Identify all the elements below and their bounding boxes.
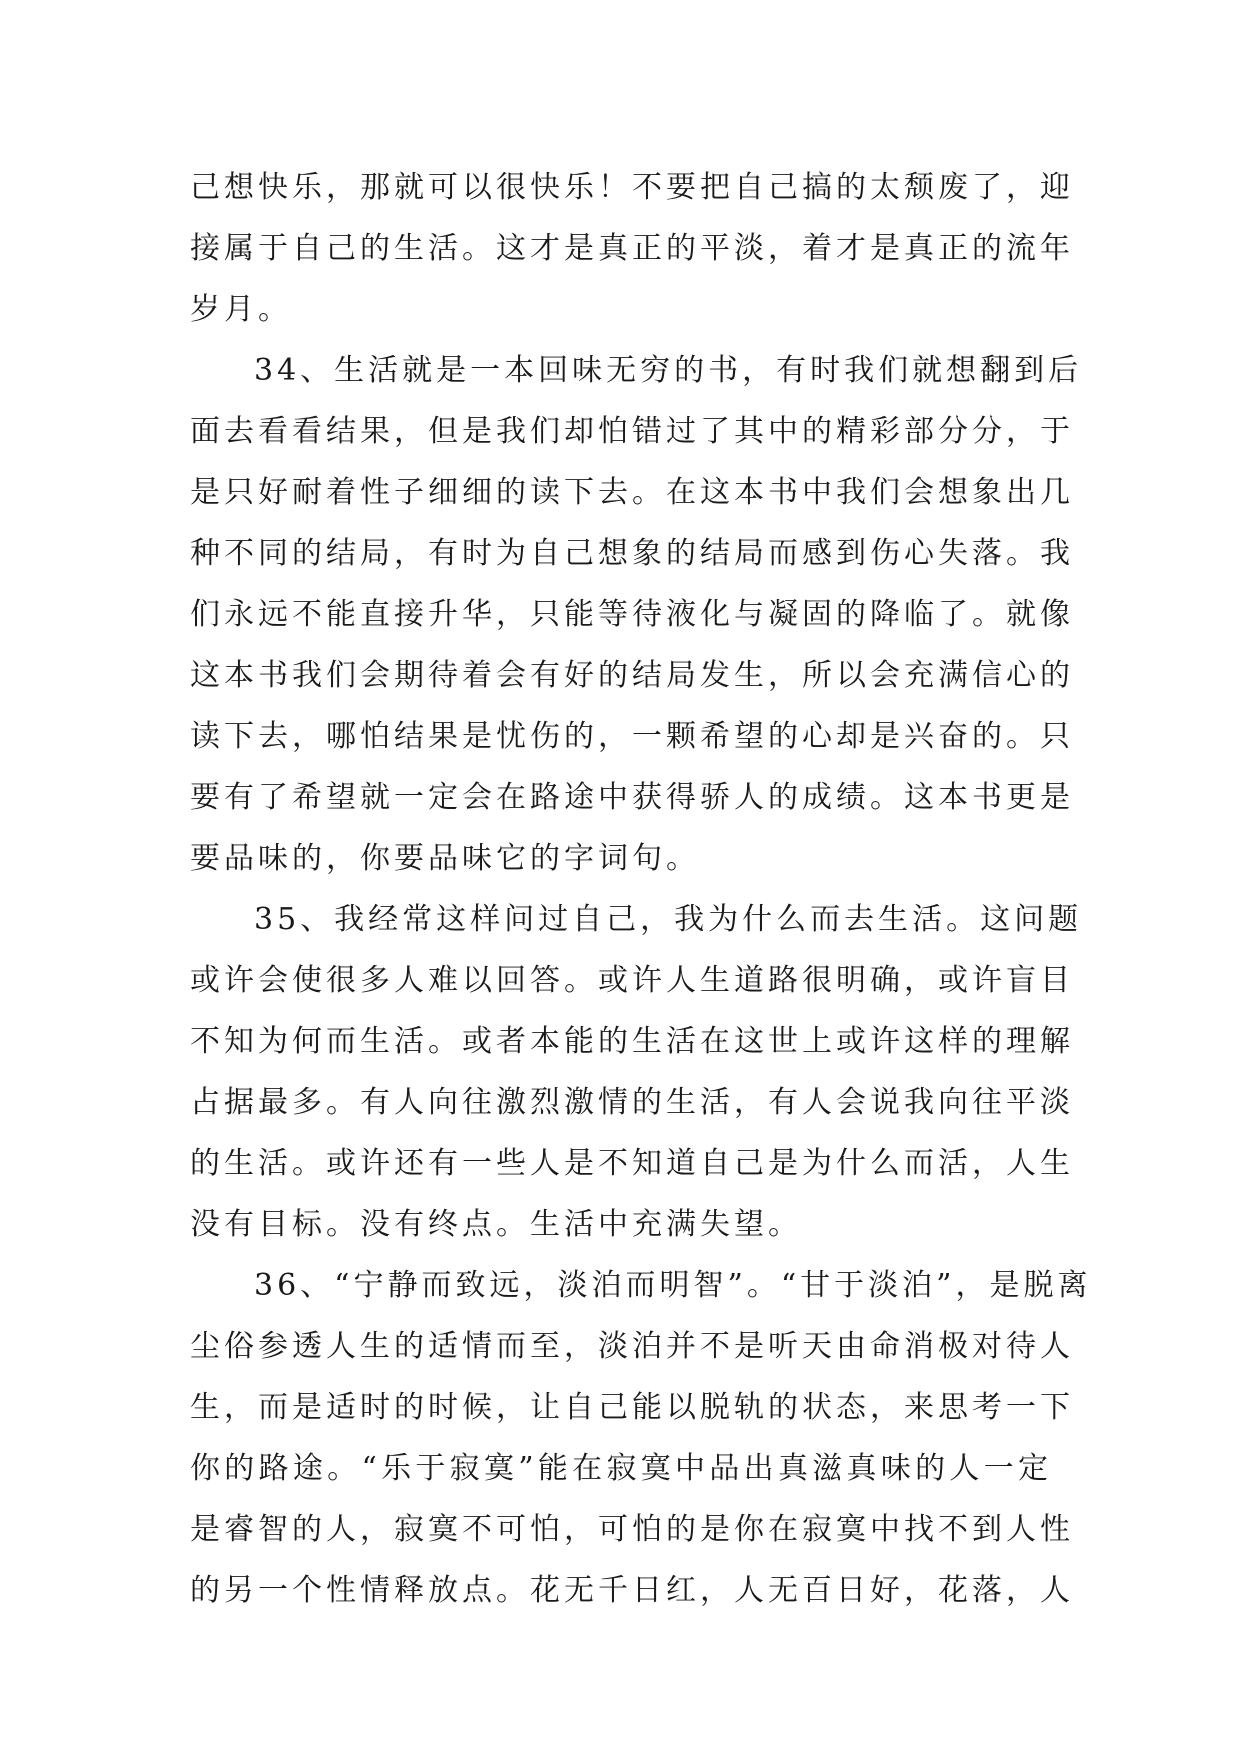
text-line: 不知为何而生活。或者本能的生活在这世上或许这样的理解 [190,1024,1074,1059]
text-line: 你的路途。“乐于寂寞”能在寂寞中品出真滋真味的人一定 [190,1451,1052,1486]
text-line: 己想快乐，那就可以很快乐！不要把自己搞的太颓废了，迎 [190,170,1074,205]
text-line: 是睿智的人，寂寞不可怕，可怕的是你在寂寞中找不到人性 [190,1512,1074,1547]
text-line: 生，而是适时的时候，让自己能以脱轨的状态，来思考一下 [190,1390,1074,1425]
text-line: 种不同的结局，有时为自己想象的结局而感到伤心失落。我 [190,536,1074,571]
paragraph-34-start: 34、生活就是一本回味无穷的书，有时我们就想翻到后 [254,353,1083,388]
text-line: 们永远不能直接升华，只能等待液化与凝固的降临了。就像 [190,597,1074,632]
text-line: 尘俗参透人生的适情而至，淡泊并不是听天由命消极对待人 [190,1329,1074,1364]
text-line: 面去看看结果，但是我们却怕错过了其中的精彩部分分，于 [190,414,1074,449]
text-line: 的生活。或许还有一些人是不知道自己是为什么而活，人生 [190,1146,1074,1181]
text-line: 岁月。 [190,292,292,327]
body-text [190,157,1092,1621]
text-line: 占据最多。有人向往激烈激情的生活，有人会说我向往平淡 [190,1085,1074,1120]
text-line: 读下去，哪怕结果是忧伤的，一颗希望的心却是兴奋的。只 [190,719,1074,754]
text-line: 要有了希望就一定会在路途中获得骄人的成绩。这本书更是 [190,780,1074,815]
text-line: 没有目标。没有终点。生活中充满失望。 [190,1207,802,1242]
text-line: 这本书我们会期待着会有好的结局发生，所以会充满信心的 [190,658,1074,693]
paragraph-36-start: 36、“宁静而致远，淡泊而明智”。“甘于淡泊”，是脱离 [254,1268,1092,1303]
text-line: 或许会使很多人难以回答。或许人生道路很明确，或许盲目 [190,963,1074,998]
text-line: 的另一个性情释放点。花无千日红，人无百日好，花落，人 [190,1573,1074,1608]
text-line: 接属于自己的生活。这才是真正的平淡，着才是真正的流年 [190,231,1074,266]
paragraph-35-start: 35、我经常这样问过自己，我为什么而去生活。这问题 [254,902,1083,937]
text-line: 要品味的，你要品味它的字词句。 [190,841,700,876]
text-line: 是只好耐着性子细细的读下去。在这本书中我们会想象出几 [190,475,1074,510]
